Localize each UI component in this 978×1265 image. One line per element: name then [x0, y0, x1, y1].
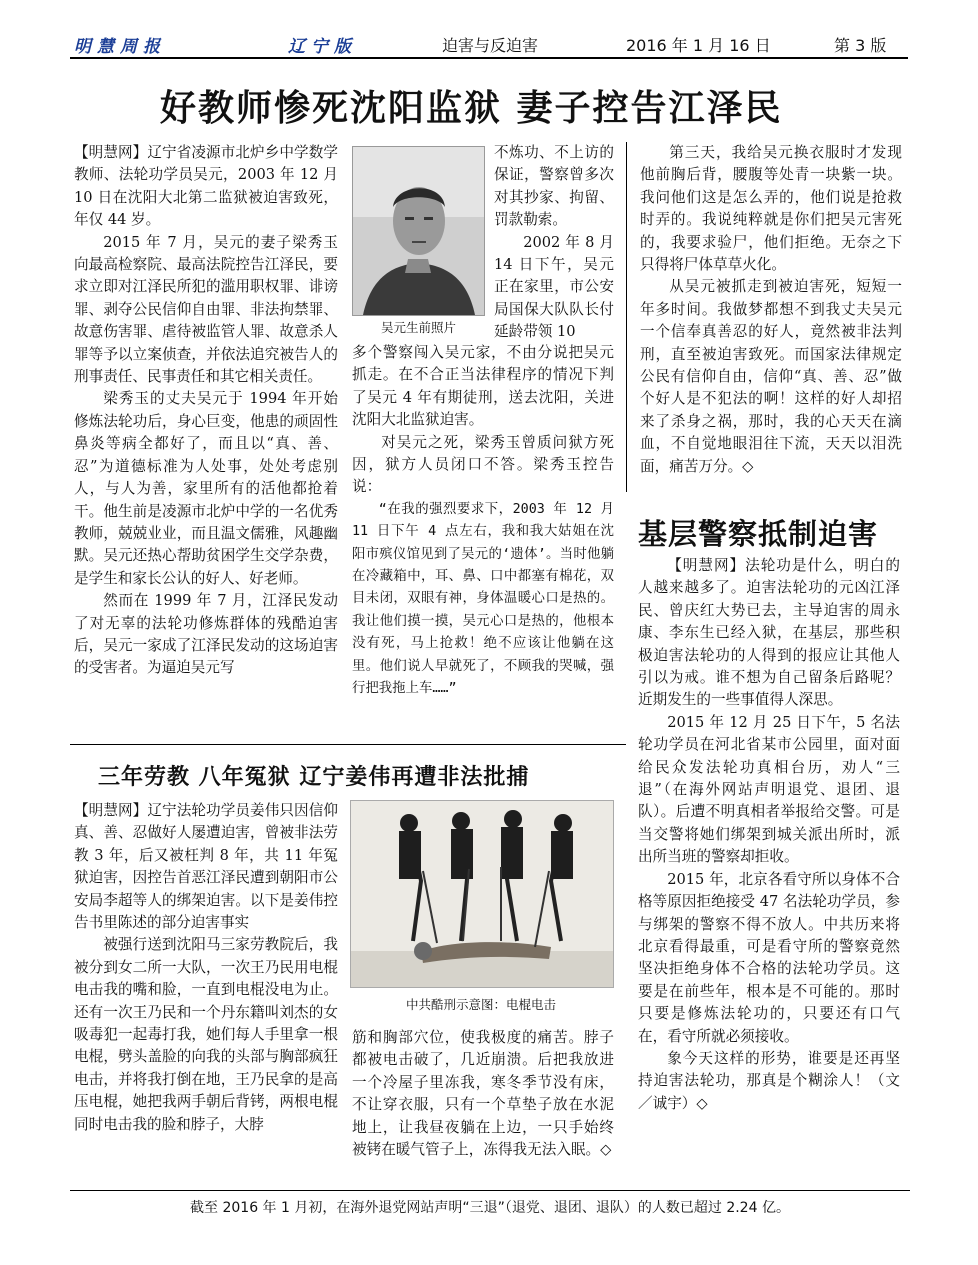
article2-title: 三年劳教 八年冤狱 辽宁姜伟再遭非法批捕	[98, 765, 530, 790]
article1-column2	[352, 342, 614, 701]
article1-title: 好教师惨死沈阳监狱 妻子控告江泽民	[160, 88, 783, 129]
issue-date: 2016 年 1 月 16 日	[626, 36, 771, 55]
header-rule	[70, 57, 908, 59]
article1-paragraph: 【明慧网】辽宁省凌源市北炉乡中学数学教师、法轮功学员吴元，2003 年 12 月 10 日在沈阳大北第二监狱被迫害致死，年仅 44 岁。	[74, 144, 338, 229]
article3-body	[638, 555, 900, 1115]
article1-paragraph: 然而在 1999 年 7 月，江泽民发动了对无辜的法轮功修炼群体的残酷迫害后，吴元一家成了江泽民发动的这场迫害的受害者。为逼迫吴元写	[74, 592, 338, 677]
article3-paragraph: 2015 年，北京各看守所以身体不合格等原因拒绝接受 47 名法轮功学员，参与绑架的警察不得不放人。中共历来将北京看得最重，可是看守所的警察竟然坚决拒绝身体不合格的法轮功学员。这要是在前些年，根本是不可能的。那时只要是修炼法轮功的，只要还有口气在，看守所就必须接收。	[638, 870, 900, 1045]
article1-paragraph: 第三天，我给吴元换衣服时才发现他前胸后背，腰腹等处青一块紫一块。我问他们这是怎么弄的，他们说是抢救时弄的。我说纯粹就是你们把吴元害死的，我要求验尸，他们拒绝。无奈之下只得将尸体草草火化。	[640, 144, 902, 274]
article3-paragraph: 【明慧网】法轮功是什么，明白的人越来越多了。迫害法轮功的元凶江泽民、曾庆红大势已去，主导迫害的周永康、李东生已经入狱，在基层，那些积极迫害法轮功的人得到的报应让其他人引以为戒。谁不想为自己留条后路呢？近期发生的一些事值得人深思。	[638, 557, 900, 709]
edition-name: 辽宁版	[288, 37, 357, 57]
portrait-image-icon	[353, 147, 484, 315]
article1-paragraph: 对吴元之死，梁秀玉曾质问狱方死因，狱方人员闭口不答。梁秀玉控告说：	[352, 433, 614, 496]
article2-column2	[352, 1027, 614, 1161]
section-rule	[70, 744, 626, 745]
page-header	[70, 30, 910, 60]
article3-paragraph: 象今天这样的形势，谁要是还再坚持迫害法轮功，那真是个糊涂人！（文／诚宇）◇	[638, 1049, 900, 1112]
article1-paragraph: 多个警察闯入吴元家，不由分说把吴元抓走。在不合正当法律程序的情况下判了吴元 4 年有期徒刑，送去沈阳，关进沈阳大北监狱迫害。	[352, 344, 614, 429]
paper-name: 明慧周报	[74, 37, 166, 57]
article1-paragraph: 梁秀玉的丈夫吴元于 1994 年开始修炼法轮功后，身心巨变，他患的顽固性鼻炎等病全都好了，而且以“真、善、忍”为道德标准为人处事，处处考虑别人，与人为善，家里所有的活他都抢着干。他生前是凌源市北炉中学的一名优秀教师，兢兢业业，而且温文儒雅，风趣幽默。吴元还热心帮助贫困学生交学杂费，是学生和家长公认的好人、好老师。	[74, 390, 338, 587]
article1-paragraph: 不炼功、不上访的保证，警察曾多次对其抄家、拘留、罚款勒索。	[494, 144, 614, 229]
article1-column1	[74, 142, 338, 680]
footer-rule	[70, 1190, 910, 1191]
article1-paragraph: 2015 年 7 月，吴元的妻子梁秀玉向最高检察院、最高法院控告江泽民，要求立即对江泽民所犯的滥用职权罪、诽谤罪、剥夺公民信仰自由罪、非法拘禁罪、故意伤害罪、虐待被监管人罪、故意杀人罪等予以立案侦查，并依法追究被告人的刑事责任、民事责任和其它相关责任。	[74, 233, 338, 386]
article2-paragraph: 被强行送到沈阳马三家劳教院后，我被分到女二所一大队，一次王乃民用电棍电击我的嘴和脸，一直到电棍没电为止。还有一次王乃民和一个丹东籍叫刘杰的女吸毒犯一起毒打我，她们每人手里拿一根电棍，劈头盖脸的向我的头部与胸部疯狂电击，并将我打倒在地，王乃民拿的是高压电棍，她把我两手朝后背铐，两根电棍同时电击我的脸和脖子，大脖	[74, 936, 338, 1133]
article2-paragraph: 【明慧网】辽宁法轮功学员姜伟只因信仰真、善、忍做好人屡遭迫害，曾被非法劳教 3 年，后又被枉判 8 年，共 11 年冤狱迫害，因控告首恶江泽民遭到朝阳市公安局李超等人的绑架迫害。以下是姜伟控告书里陈述的部分迫害事实	[74, 802, 338, 932]
article1-column2-top	[494, 142, 614, 344]
article1-paragraph: 2002 年 8 月 14 日下午，吴元正在家里，市公安局国保大队队长付延龄带领 10	[494, 233, 614, 341]
article2-paragraph: 筋和胸部穴位，使我极度的痛苦。脖子都被电击破了，几近崩溃。后把我放进一个冷屋子里冻我，寒冬季节没有床，不让穿衣服，只有一个草垫子放在水泥地上，让我昼夜躺在上边，一只手始终被铐在暖气管子上，冻得我无法入眠。◇	[352, 1029, 614, 1159]
torture-illustration	[350, 800, 614, 988]
torture-illustration-icon	[351, 801, 613, 987]
article2-column1	[74, 800, 338, 1136]
illustration-caption: 中共酷刑示意图：电棍电击	[405, 997, 556, 1012]
portrait-photo	[352, 146, 485, 316]
article1-column3	[640, 142, 902, 478]
page-number: 第 3 版	[834, 36, 887, 55]
article1-paragraph: 从吴元被抓走到被迫害死，短短一年多时间。我做梦都想不到我丈夫吴元一个信奉真善忍的好人，竟然被非法判刑，直至被迫害致死。而国家法律规定公民有信仰自由，信仰“真、善、忍”做个好人是不犯法的啊！这样的好人却招来了杀身之祸，那时，我的心天天在滴血，不自觉地眼泪往下流，天天以泪洗面，痛苦万分。◇	[640, 278, 902, 475]
column-rule	[626, 142, 627, 492]
article3-title: 基层警察抵制迫害	[638, 517, 879, 551]
article1-quote: “在我的强烈要求下，2003 年 12 月 11 日下午 4 点左右，我和我大姑姐在沈阳市殡仪馆见到了吴元的‘遗体’。当时他躺在冷藏箱中，耳、鼻、口中都塞有棉花，双目未闭，双眼有神，身体温暖心口是热的。我让他们摸一摸，吴元心口是热的，他根本没有死，马上抢救！绝不应该让他躺在这里。他们说人早就死了，不顾我的哭喊，强行把我拖上车……”	[352, 501, 614, 697]
article3-paragraph: 2015 年 12 月 25 日下午，5 名法轮功学员在河北省某市公园里，面对面给民众发法轮功真相台历，劝人“三退”（在海外网站声明退党、退团、退队）。后遭不明真相者举报给交警。可是当交警将她们绑架到城关派出所时，派出所当班的警察却拒收。	[638, 713, 900, 866]
section-name: 迫害与反迫害	[442, 36, 539, 55]
portrait-caption: 吴元生前照片	[380, 320, 456, 335]
footer-notice: 截至 2016 年 1 月初，在海外退党网站声明“三退”（退党、退团、退队）的人数已超过 2.24 亿。	[190, 1200, 790, 1216]
